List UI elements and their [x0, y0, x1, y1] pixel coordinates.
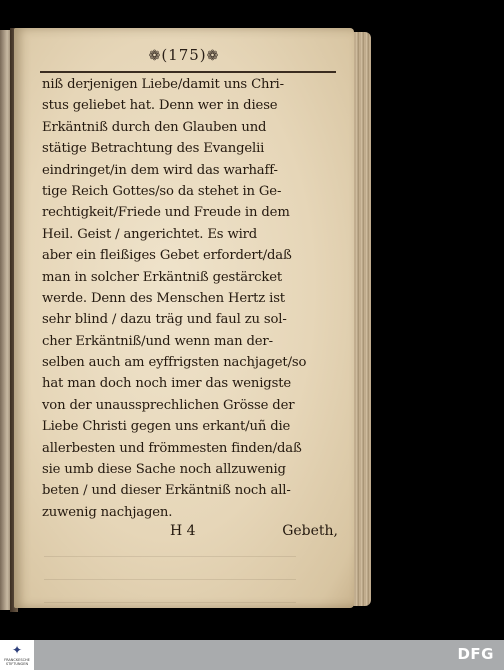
- text-line: eindringet/in dem wird das warhaff-: [42, 162, 278, 178]
- text-line: sehr blind / dazu träg und faul zu sol-: [42, 312, 287, 328]
- text-line: allerbesten und frömmesten finden/daß: [42, 440, 302, 456]
- catchword: Gebeth,: [282, 523, 338, 539]
- text-line: aber ein fleißiges Gebet erfordert/daß: [42, 248, 292, 264]
- text-line: selben auch am eyffrigsten nachjaget/so: [42, 355, 307, 371]
- header-rule: [40, 71, 336, 73]
- text-line: stus geliebet hat. Denn wer in diese: [42, 98, 278, 114]
- text-line: beten / und dieser Erkäntniß noch all-: [42, 483, 291, 499]
- page-footer: [42, 523, 338, 545]
- text-line: Erkäntniß durch den Glauben und: [42, 119, 267, 135]
- text-line: hat man doch noch imer das wenigste: [42, 376, 292, 392]
- francke-foundations-logo[interactable]: [0, 640, 34, 670]
- text-line: zuwenig nachjagen.: [42, 504, 173, 520]
- body-text: [42, 74, 342, 523]
- ornament-right-icon: ❁: [206, 48, 220, 64]
- text-line: sie umb diese Sache noch allzuwenig: [42, 462, 286, 478]
- page-header: [14, 46, 354, 64]
- dfg-logo[interactable]: DFG: [457, 645, 494, 663]
- bleed-through-text: [44, 548, 324, 617]
- signature-mark: H 4: [170, 523, 196, 539]
- francke-logo-icon: ✦: [11, 643, 23, 657]
- text-line: stätige Betrachtung des Evangelii: [42, 141, 265, 157]
- text-line: von der unaussprechlichen Grösse der: [42, 397, 295, 413]
- francke-logo-text: FRANCKESCHE STIFTUNGEN: [4, 658, 30, 666]
- page-number: (175): [161, 46, 207, 64]
- book-page: [14, 28, 354, 608]
- text-line: Heil. Geist / angerichtet. Es wird: [42, 226, 258, 242]
- text-line: cher Erkäntniß/und wenn man der-: [42, 333, 273, 349]
- text-line: tige Reich Gottes/so da stehet in Ge-: [42, 183, 282, 199]
- text-line: Liebe Christi gegen uns erkant/uñ die: [42, 419, 291, 435]
- ornament-left-icon: ❁: [148, 48, 162, 64]
- viewer-footer-bar: [0, 640, 504, 670]
- text-line: rechtigkeit/Friede und Freude in dem: [42, 205, 290, 221]
- text-line: man in solcher Erkäntniß gestärcket: [42, 269, 283, 285]
- text-line: niß derjenigen Liebe/damit uns Chri-: [42, 77, 284, 92]
- text-line: werde. Denn des Menschen Hertz ist: [42, 290, 285, 306]
